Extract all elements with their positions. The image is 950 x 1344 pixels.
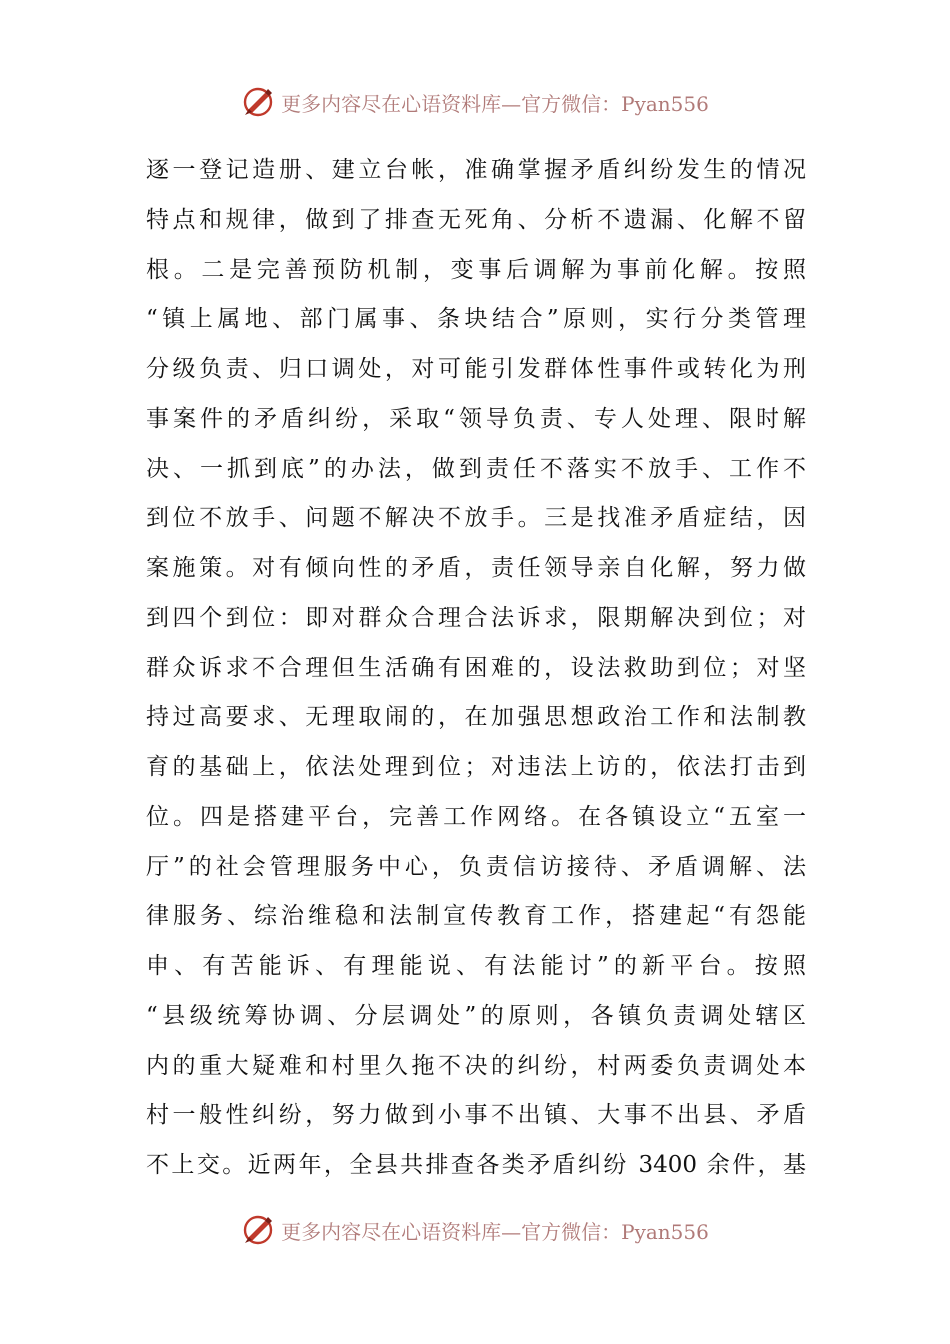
text-line-17: 申、有苦能诉、有理能说、有法能讨”的新平台。按照 (146, 953, 806, 979)
text-line-7: 决、一抓到底”的办法，做到责任不落实不放手、工作不 (146, 455, 806, 482)
document-body (146, 146, 806, 1191)
text-line-13: 育的基础上，依法处理到位；对违法上访的，依法打击到 (146, 754, 806, 780)
header-banner (0, 82, 950, 122)
text-line-14: 位。四是搭建平台，完善工作网络。在各镇设立“五室一 (146, 803, 806, 830)
text-line-21: 不上交。近两年，全县共排查各类矛盾纠纷 3400 余件，基 (146, 1152, 806, 1178)
text-line-19: 内的重大疑难和村里久拖不决的纠纷，村两委负责调处本 (146, 1052, 806, 1079)
text-line-20: 村一般性纠纷，努力做到小事不出镇、大事不出县、矛盾 (146, 1102, 806, 1129)
text-line-6: 事案件的矛盾纠纷，采取“领导负责、专人处理、限时解 (146, 405, 806, 432)
text-line-2: 特点和规律，做到了排查无死角、分析不遗漏、化解不留 (146, 206, 806, 233)
pen-in-circle-logo-icon (241, 1213, 275, 1247)
text-line-3: 根。二是完善预防机制，变事后调解为事前化解。按照 (146, 256, 806, 283)
text-line-10: 到四个到位：即对群众合理合法诉求，限期解决到位；对 (146, 604, 806, 631)
text-line-11: 群众诉求不合理但生活确有困难的，设法救助到位；对坚 (146, 654, 806, 681)
text-line-12: 持过高要求、无理取闹的，在加强思想政治工作和法制教 (146, 704, 806, 731)
text-line-8: 到位不放手、问题不解决不放手。三是找准矛盾症结，因 (146, 505, 806, 532)
text-line-18: “县级统筹协调、分层调处”的原则，各镇负责调处辖区 (146, 1002, 806, 1029)
text-line-1: 逐一登记造册、建立台帐，准确掌握矛盾纠纷发生的情况 (146, 157, 806, 183)
text-line-4: “镇上属地、部门属事、条块结合”原则，实行分类管理 (146, 306, 806, 333)
text-line-9: 案施策。对有倾向性的矛盾，责任领导亲自化解，努力做 (146, 555, 806, 581)
footer-banner-text: 更多内容尽在心语资料库—官方微信：Pyan556 (281, 1219, 709, 1244)
pen-in-circle-logo-icon (241, 85, 275, 119)
footer-banner (0, 1210, 950, 1250)
header-banner-text: 更多内容尽在心语资料库—官方微信：Pyan556 (281, 91, 709, 116)
text-line-5: 分级负责、归口调处，对可能引发群体性事件或转化为刑 (146, 356, 806, 382)
text-line-15: 厅”的社会管理服务中心，负责信访接待、矛盾调解、法 (146, 853, 806, 880)
text-line-16: 律服务、综治维稳和法制宣传教育工作，搭建起“有怨能 (146, 903, 806, 930)
